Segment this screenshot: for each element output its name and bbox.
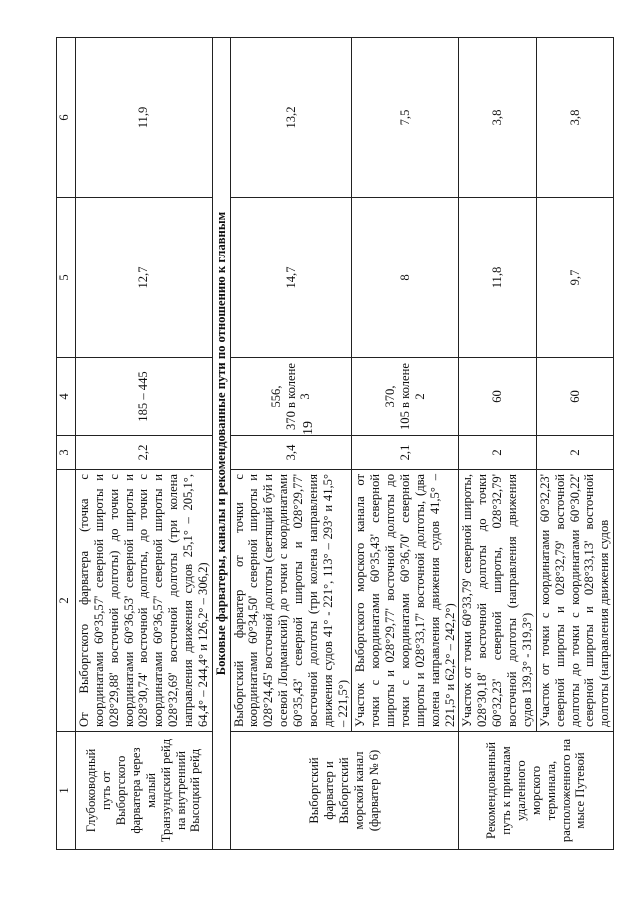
cell-col6: 7,5 xyxy=(352,38,459,198)
cell-col4: 556, 370 в колене 3 xyxy=(230,358,352,436)
col-header: 4 xyxy=(57,358,76,436)
cell-col5: 11,8 xyxy=(459,198,536,358)
section-row xyxy=(212,38,230,850)
route-description: Выборгский фарватер от точки с координатами 60°34,50' северной широты и 028°24,45' восточной долготы (светящий буй и осевой Лоцманский) до точки с координатами 60°35,43' северной широты и 028°29,77' восточной долготы (три колена направления движения судов 41° - 221°, 113° – 293° и 41,5° – 221,5°) xyxy=(230,470,352,732)
cell-col6: 11,9 xyxy=(76,38,213,198)
table-row xyxy=(230,38,352,850)
cell-col5: 9,7 xyxy=(536,198,613,358)
cell-col3: 2 xyxy=(536,436,613,470)
page-number: 19 xyxy=(301,421,316,435)
route-description: Участок Выборгского морского канала от точки с координатами 60°35,43' северной широты и 028°29,77' восточной долготы до точки с координатами 60°36,70' северной широты и 028°33,17' восточной долготы, (два колена направления движения судов 41,5° – 221,5° и 62,2° – 242,2°) xyxy=(352,470,459,732)
cell-col4: 60 xyxy=(459,358,536,436)
rotated-table-container xyxy=(56,38,612,850)
col-header: 6 xyxy=(57,38,76,198)
col-header: 5 xyxy=(57,198,76,358)
cell-col5: 8 xyxy=(352,198,459,358)
cell-col5: 14,7 xyxy=(230,198,352,358)
section-title: Боковые фарватеры, каналы и рекомендованные пути по отношению к главным xyxy=(212,38,230,850)
cell-col5: 12,7 xyxy=(76,198,213,358)
cell-col3: 2,1 xyxy=(352,436,459,470)
cell-col4: 60 xyxy=(536,358,613,436)
cell-col3: 3,4 xyxy=(230,436,352,470)
table-row xyxy=(76,38,213,850)
table-row xyxy=(536,38,613,850)
fairway-table xyxy=(56,37,614,850)
cell-col4: 185 – 445 xyxy=(76,358,213,436)
cell-col4: 370, 105 в колене 2 xyxy=(352,358,459,436)
col-header: 3 xyxy=(57,436,76,470)
header-row xyxy=(57,38,76,850)
cell-col6: 13,2 xyxy=(230,38,352,198)
table-row xyxy=(459,38,536,850)
cell-col6: 3,8 xyxy=(536,38,613,198)
cell-col3: 2 xyxy=(459,436,536,470)
route-name: Рекомендованный путь к причалам удаленного морского терминала, расположенного на мысе Путевой xyxy=(459,732,614,850)
route-description: Участок от точки 60°33,79' северной широты, 028°30,18' восточной долготы до точки 60°32,23' северной широты, 028°32,79' восточной долготы (направления движения судов 139,3° - 319,3°) xyxy=(459,470,536,732)
col-header: 2 xyxy=(57,470,76,732)
cell-col3: 2,2 xyxy=(76,436,213,470)
cell-col6: 3,8 xyxy=(459,38,536,198)
route-name: Выборгский фарватер и Выборгский морской канал (фарватер № 6) xyxy=(230,732,459,850)
route-name: Глубоководный путь от Выборгского фарватера через малый Транзундский рейд на внутренний Высоцкий рейд xyxy=(76,732,213,850)
table-row xyxy=(352,38,459,850)
route-description: От Выборгского фарватера (точка с координатами 60°35,57' северной широты и 028°29,88' восточной долготы) до точки с координатами 60°36,53' северной широты и 028°30,74' восточной долготы, до точки с координатами 60°36,57' северной широты и 028°32,69' восточной долготы (три колена направления движения судов 25,1° – 205,1°, 64,4° – 244,4° и 126,2° – 306,2) xyxy=(76,470,213,732)
route-description: Участок от точки с координатами 60°32,23' северной широты и 028°32,79' восточной долготы до точки с координатами 60°30,22' северной широты и 028°33,13' восточной долготы (направления движения судов xyxy=(536,470,613,732)
col-header: 1 xyxy=(57,732,76,850)
